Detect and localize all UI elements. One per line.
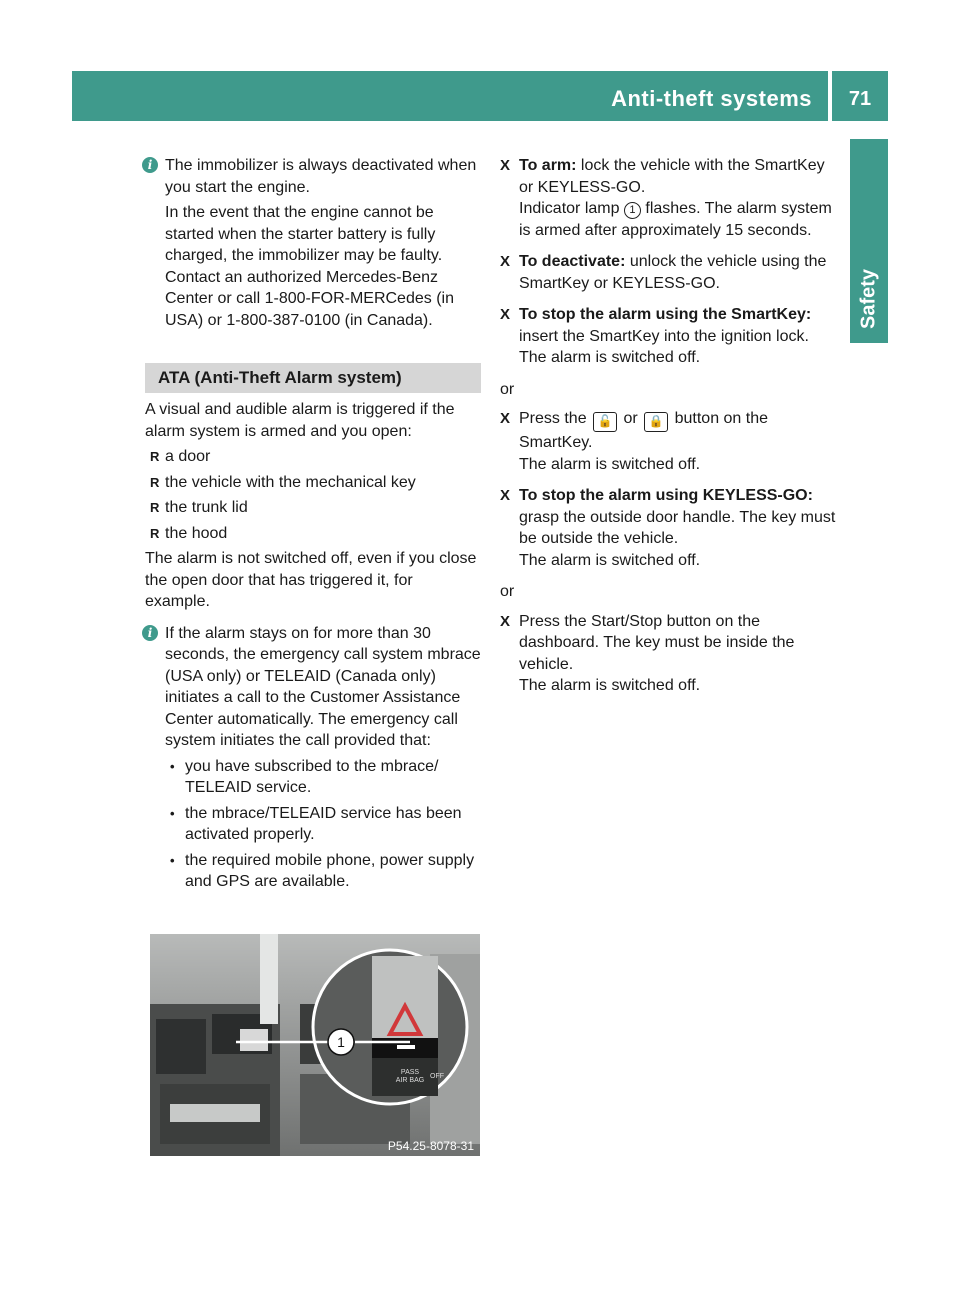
list-item [165, 756, 481, 799]
info-text: If the alarm stays on for more than 30 seconds, the emergency call system mbrace (USA only) or TELEAID (Canada only) initiates a call to the Customer Assistance Center automatically. The emergency call system initiates the call provided that: [165, 624, 481, 749]
step-result: flashes. The alarm system is armed after approximately 15 seconds. [519, 200, 832, 239]
step-text: insert the SmartKey into the ignition lock. [519, 327, 809, 345]
info-icon: i [142, 625, 158, 641]
left-column [145, 155, 481, 897]
list-item [165, 803, 481, 846]
step-text: Press the [519, 410, 592, 427]
step-stop-smartkey [500, 304, 840, 369]
step-text: unlock the vehicle using the SmartKey or KEYLESS-GO. [519, 253, 827, 292]
list-item-text: the mbrace/TELEAID service has been activated properly. [185, 804, 462, 843]
bullet-icon: R [150, 500, 160, 515]
bullet-icon: • [170, 805, 175, 821]
step-arrow-icon: X [500, 157, 511, 174]
section-heading: ATA (Anti-Theft Alarm system) [145, 363, 481, 393]
step-arrow-icon: X [500, 253, 511, 270]
condition-list [165, 756, 481, 893]
step-title: To stop the alarm using KEYLESS-GO: [519, 487, 813, 504]
step-deactivate [500, 251, 840, 294]
list-item [145, 472, 481, 494]
step-result: Indicator lamp [519, 200, 624, 217]
list-item [165, 850, 481, 893]
step-stop-keyless-go [500, 485, 840, 571]
step-result: The alarm is switched off. [519, 455, 701, 473]
bullet-icon: R [150, 449, 160, 464]
step-result: The alarm is switched off. [519, 677, 701, 694]
callout-number: 1 [337, 1034, 345, 1050]
info-note-emergency-call [145, 623, 481, 893]
step-result: The alarm is switched off. [519, 551, 701, 569]
step-result: The alarm is switched off. [519, 349, 701, 366]
or-text: or [500, 583, 515, 600]
side-tab-label: Safety [857, 268, 880, 330]
bullet-icon: • [170, 852, 175, 868]
step-arrow-icon: X [500, 612, 511, 630]
step-arm [500, 155, 840, 241]
info-text: The immobilizer is always deactivated when you start the engine. [165, 157, 477, 196]
step-text: grasp the outside door handle. The key must be outside the vehicle. [519, 508, 836, 547]
airbag-label: AIR BAG [395, 1077, 425, 1084]
unlock-icon: 🔓 [593, 412, 617, 432]
step-arrow-icon: X [500, 410, 511, 427]
step-arrow-icon: X [500, 487, 511, 504]
list-item-text: the vehicle with the mechanical key [165, 473, 416, 491]
step-text: button on the SmartKey. [519, 410, 769, 451]
dashboard-illustration [150, 934, 480, 1156]
off-label: OFF [430, 1073, 444, 1080]
bullet-icon: R [150, 525, 160, 541]
figure-code: P54.25-8078-31 [387, 1139, 474, 1153]
dashboard-photo [150, 934, 480, 1156]
list-item [145, 497, 481, 519]
lock-icon: 🔒 [644, 412, 668, 432]
list-item-text: the hood [165, 524, 228, 542]
body-text: The alarm is not switched off, even if you close the open door that has triggered it, for example. [145, 550, 477, 610]
bullet-icon: • [170, 758, 175, 774]
pass-label: PASS [400, 1069, 420, 1076]
step-start-stop [500, 611, 840, 697]
right-column [500, 155, 840, 707]
list-item-text: the required mobile phone, power supply and GPS are available. [185, 851, 475, 890]
info-text: In the event that the engine cannot be started when the starter battery is fully charged, the immobilizer may be faulty. Contact an authorized Mercedes-Benz Center or call 1-800-FOR-MERCedes (in USA) or 1-800-387-0100 (in Canada). [165, 204, 454, 329]
list-item [145, 523, 481, 545]
list-item-text: you have subscribed to the mbrace/ TELEAID service. [185, 757, 439, 796]
list-item [145, 446, 481, 468]
or-text: or [500, 380, 515, 398]
step-arrow-icon: X [500, 306, 511, 323]
page-title: Anti-theft systems [611, 86, 812, 111]
trigger-list [145, 446, 481, 544]
info-note-immobilizer [145, 155, 481, 331]
step-title: To deactivate: [519, 253, 626, 270]
step-text: or [619, 410, 643, 427]
section-intro: A visual and audible alarm is triggered if the alarm system is armed and you open: [145, 401, 455, 440]
bullet-icon: R [150, 474, 160, 490]
step-text: lock the vehicle with the SmartKey or KEYLESS-GO. [519, 157, 825, 196]
callout-number-icon: 1 [624, 202, 641, 219]
step-press-button [500, 408, 840, 475]
info-icon: i [142, 157, 158, 173]
step-text: Press the Start/Stop button on the dashboard. The key must be inside the vehicle. [519, 612, 795, 673]
list-item-text: a door [165, 448, 211, 465]
side-tab[interactable] [850, 255, 888, 343]
page-number: 71 [832, 71, 888, 121]
list-item-text: the trunk lid [165, 499, 248, 516]
step-title: To arm: [519, 157, 577, 174]
step-title: To stop the alarm using the SmartKey: [519, 306, 812, 323]
